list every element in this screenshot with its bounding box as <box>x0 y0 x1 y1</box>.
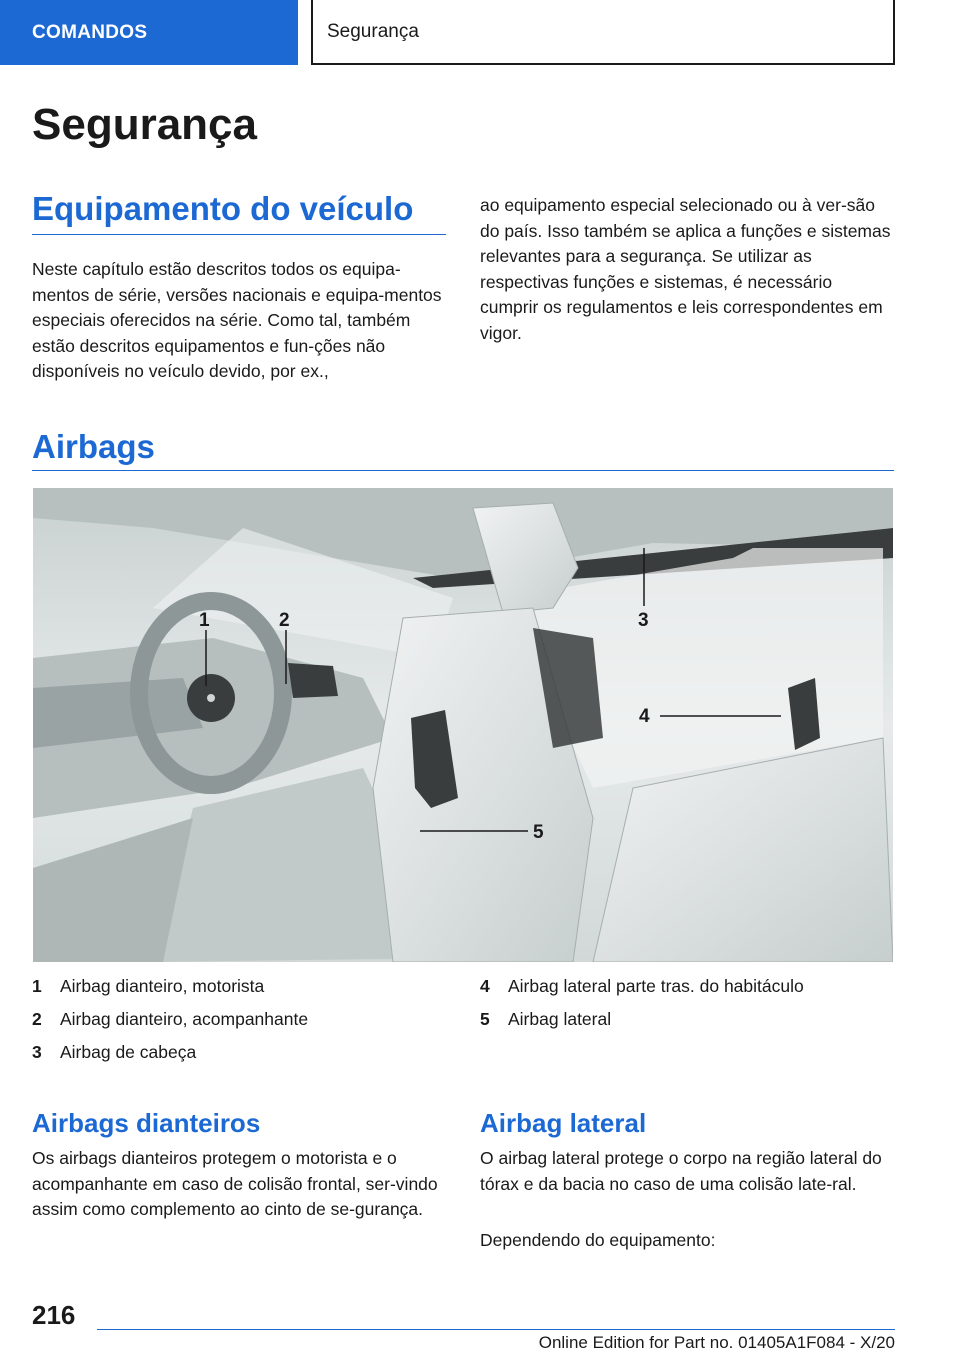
callout-2: 2 <box>279 610 290 631</box>
legend-item: 5 Airbag lateral <box>480 1009 612 1029</box>
page-title: Segurança <box>32 100 257 149</box>
callout-5: 5 <box>533 822 544 843</box>
legend-item: 1 Airbag dianteiro, motorista <box>32 976 265 996</box>
page-number: 216 <box>32 1300 76 1330</box>
front-airbags-paragraph: Os airbags dianteiros protegem o motorista e o acompanhante em caso de colisão frontal, ser-vindo assim como complemento ao cinto de se-gurança. <box>32 1148 438 1219</box>
airbags-heading-rule <box>32 470 894 471</box>
equipment-heading: Equipamento do veículo <box>32 190 414 227</box>
front-airbags-heading: Airbags dianteiros <box>32 1108 261 1138</box>
chapter-tab: Segurança <box>311 0 895 65</box>
equipment-heading-rule <box>32 234 446 235</box>
airbag-illustration <box>33 488 893 962</box>
side-airbag-paragraph-2: Dependendo do equipamento: <box>480 1230 716 1250</box>
callout-3: 3 <box>638 610 649 631</box>
legend-item: 4 Airbag lateral parte tras. do habitáculo <box>480 976 804 996</box>
legend-item: 3 Airbag de cabeça <box>32 1042 197 1062</box>
callout-4: 4 <box>639 706 650 727</box>
side-airbag-paragraph: O airbag lateral protege o corpo na região lateral do tórax e da bacia no caso de uma colisão late-ral. <box>480 1148 882 1194</box>
legend-item: 2 Airbag dianteiro, acompanhante <box>32 1009 309 1029</box>
footer-rule <box>97 1329 895 1330</box>
callout-1: 1 <box>199 610 210 631</box>
footer-edition: Online Edition for Part no. 01405A1F084 - X/20 <box>538 1333 895 1352</box>
section-tab: COMANDOS <box>0 0 298 65</box>
equipment-paragraph-left: Neste capítulo estão descritos todos os equipa-mentos de série, versões nacionais e equipa-mentos especiais oferecidos na série. Como tal, também estão descritos equipamentos e fun-ções não disponíveis no veículo devido, por ex., <box>32 259 442 381</box>
side-airbag-heading: Airbag lateral <box>480 1108 647 1138</box>
airbags-heading: Airbags <box>32 428 155 465</box>
equipment-paragraph-right: ao equipamento especial selecionado ou à ver-são do país. Isso também se aplica a funções e sistemas relevantes para a segurança. Se utilizar as respectivas funções e sistemas, é necessário cumprir os regulamentos e leis correspondentes em vigor. <box>480 195 891 343</box>
